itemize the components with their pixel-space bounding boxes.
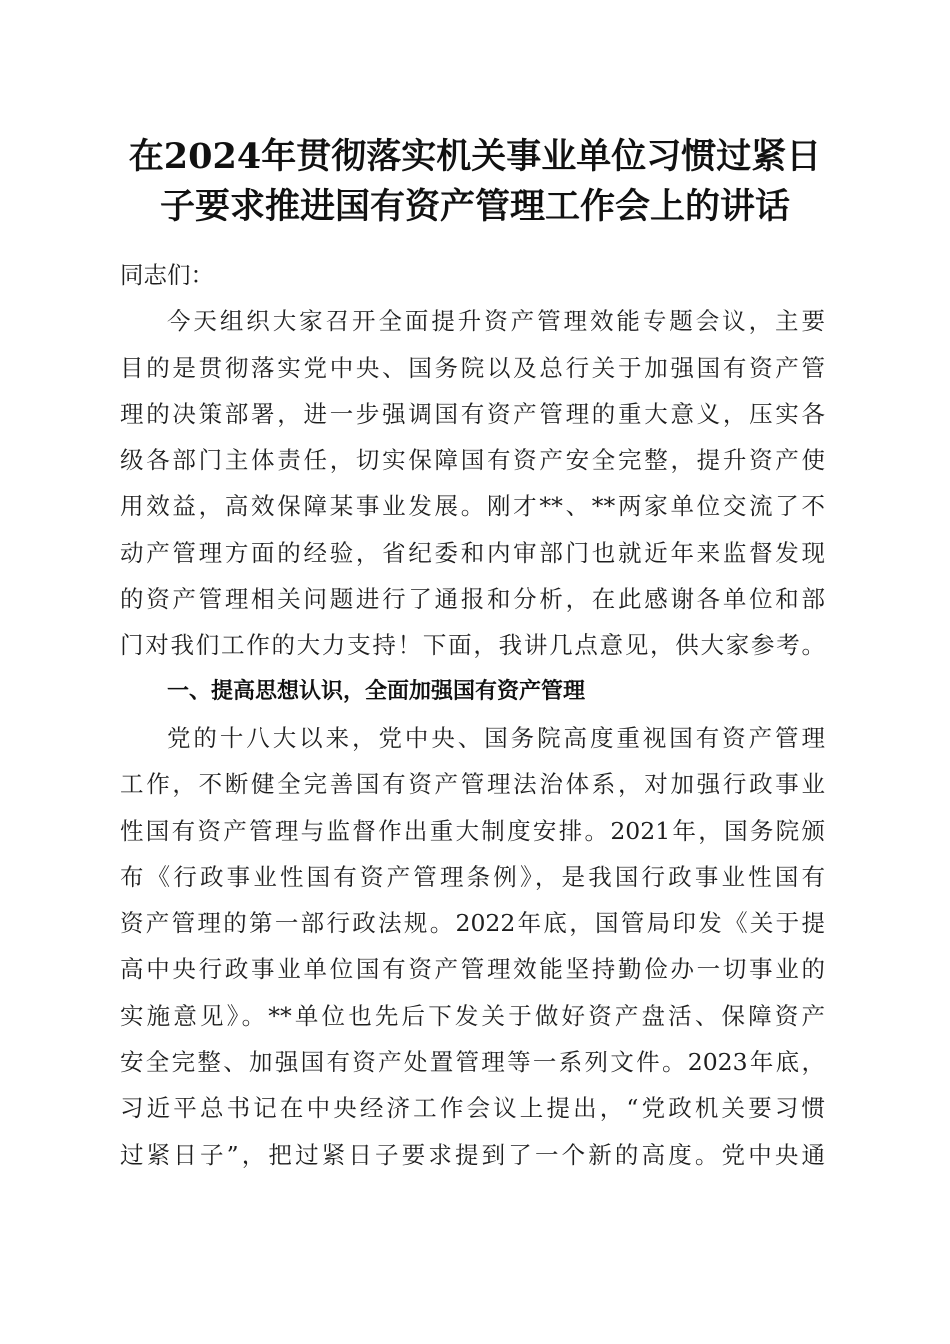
section-heading-1: 一、提高思想认识，全面加强国有资产管理 <box>167 678 586 704</box>
paragraph-1-line: 目的是贯彻落实党中央、国务院以及总行关于加强国有资产管 <box>120 353 825 382</box>
title-line-1: 在2024年贯彻落实机关事业单位习惯过紧日 <box>128 136 822 177</box>
paragraph-1-line: 门对我们工作的大力支持！下面，我讲几点意见，供大家参考。 <box>120 631 825 660</box>
paragraph-2-line: 资产管理的第一部行政法规。2022年底，国管局印发《关于提 <box>120 909 825 938</box>
paragraph-2-line: 实施意见》。**单位也先后下发关于做好资产盘活、保障资产 <box>120 1001 825 1030</box>
paragraph-2-line: 党的十八大以来，党中央、国务院高度重视国有资产管理 <box>167 723 825 752</box>
paragraph-2-line: 布《行政事业性国有资产管理条例》，是我国行政事业性国有 <box>120 862 825 891</box>
paragraph-2-line: 过紧日子”，把过紧日子要求提到了一个新的高度。党中央通 <box>120 1140 825 1169</box>
paragraph-2-line: 安全完整、加强国有资产处置管理等一系列文件。2023年底， <box>120 1048 825 1077</box>
paragraph-1-line: 用效益，高效保障某事业发展。刚才**、**两家单位交流了不 <box>120 492 825 521</box>
title-line-2: 子要求推进国有资产管理工作会上的讲话 <box>159 186 790 227</box>
paragraph-2-line: 性国有资产管理与监督作出重大制度安排。2021年，国务院颁 <box>120 816 825 845</box>
paragraph-1-line: 动产管理方面的经验，省纪委和内审部门也就近年来监督发现 <box>120 538 825 567</box>
document-title <box>100 132 850 232</box>
paragraph-2-line: 高中央行政事业单位国有资产管理效能坚持勤俭办一切事业的 <box>120 955 825 984</box>
salutation: 同志们： <box>120 261 214 289</box>
paragraph-1-line: 今天组织大家召开全面提升资产管理效能专题会议，主要 <box>167 307 825 336</box>
paragraph-1-line: 的资产管理相关问题进行了通报和分析，在此感谢各单位和部 <box>120 585 825 614</box>
paragraph-2-line: 工作，不断健全完善国有资产管理法治体系，对加强行政事业 <box>120 770 825 799</box>
paragraph-1-line: 级各部门主体责任，切实保障国有资产安全完整，提升资产使 <box>120 446 825 475</box>
document-body <box>120 252 825 1178</box>
paragraph-1-line: 理的决策部署，进一步强调国有资产管理的重大意义，压实各 <box>120 399 825 428</box>
paragraph-2-line: 习近平总书记在中央经济工作会议上提出，“党政机关要习惯 <box>120 1094 825 1123</box>
